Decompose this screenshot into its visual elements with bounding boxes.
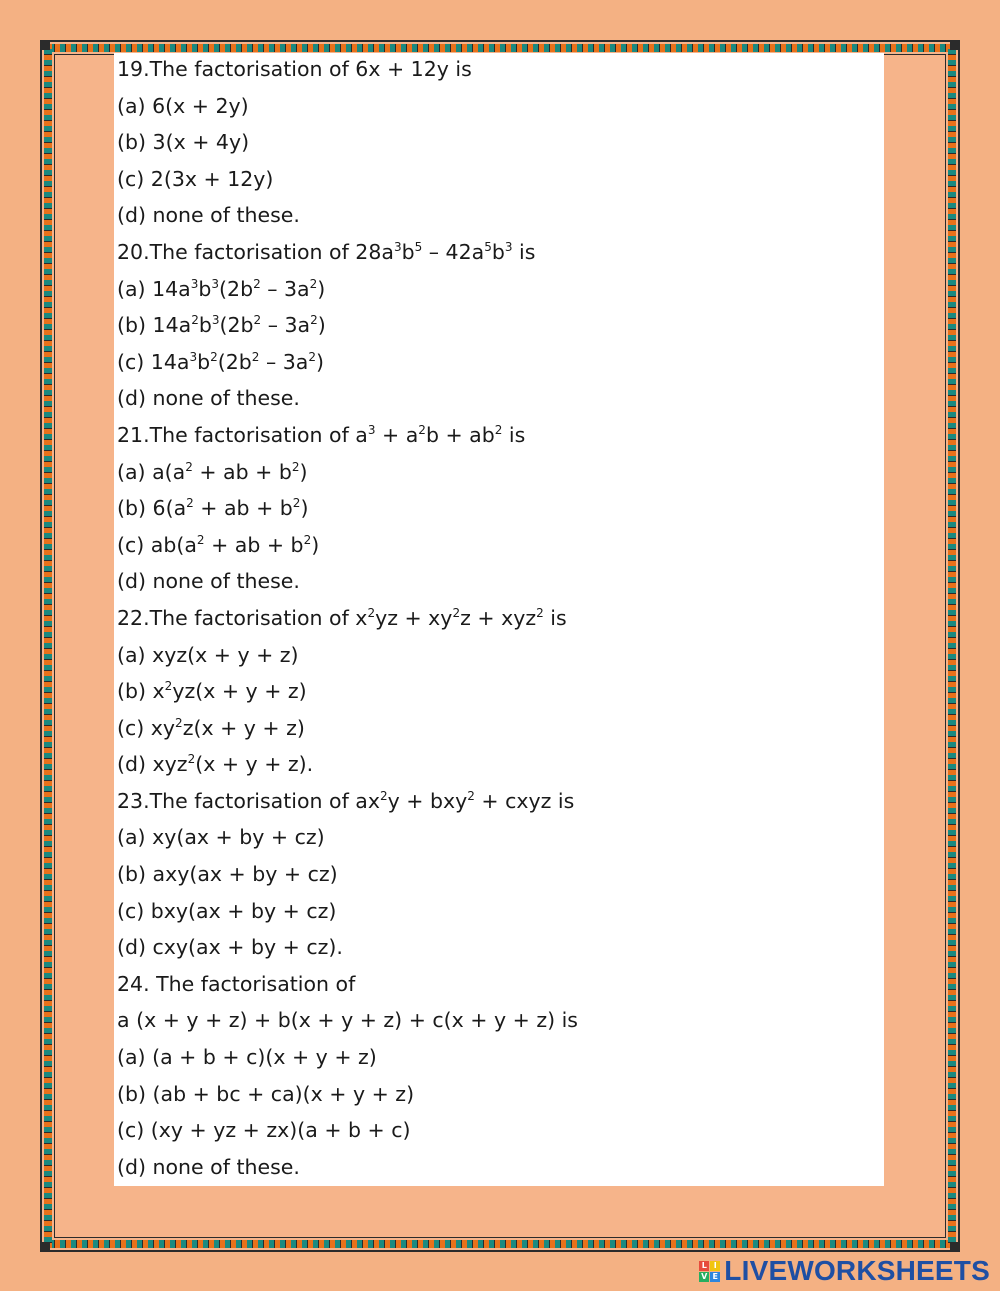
worksheet-line: (d) cxy(ax + by + cz). [117,935,343,960]
border-corner [950,40,960,50]
border-stripe-bottom [44,1240,956,1248]
superscript: 2 [187,752,196,767]
superscript: 3 [367,422,376,437]
superscript: 2 [309,276,318,291]
superscript: 3 [190,276,199,291]
question-list [117,51,877,1185]
superscript: 2 [418,422,426,437]
worksheet-line: 19.The factorisation of 6x + 12y is [117,57,472,81]
superscript: 2 [253,276,261,291]
superscript: 3 [211,276,220,291]
border-stripe-right [948,44,956,1248]
worksheet-line: (d) xyz$^2$(x + y + z). [117,752,314,777]
logo-letter-tile: I [710,1261,720,1271]
worksheet-line: 21.The factorisation of $a^3 + a^2b + ab^2$ is [117,422,526,447]
superscript: 2 [292,496,301,511]
logo-letter-tile: L [699,1261,709,1271]
worksheet-line: 23.The factorisation of $ax^2y + bxy^2$ + cxyz is [117,788,575,813]
worksheet-line: (a) xyz(x + y + z) [117,642,299,667]
worksheet-line: (d) none of these. [117,1154,300,1179]
worksheet-line: (c) $xy^2z(x + y + z)$ [117,715,305,740]
border-corner [40,1242,50,1252]
superscript: 2 [185,459,193,474]
worksheet-line: (c) 2(3x + 12y) [117,166,274,191]
superscript: 3 [504,239,513,254]
superscript: 3 [393,239,402,254]
border-corner [40,40,50,50]
worksheet-line: (b) (ab + bc + ca)(x + y + z) [117,1081,415,1106]
worksheet-line: (b) $14a^2b^3(2b^2 - 3a^2)$ [117,313,326,338]
superscript: 2 [253,313,262,328]
worksheet-line: (d) none of these. [117,569,300,594]
worksheet-line: (c) $14a^3b^2(2b^2 - 3a^2)$ [117,349,324,374]
worksheet-line: 22.The factorisation of $x^2yz + xy^2z + xyz^2$ is [117,605,567,630]
liveworksheets-logo-icon [699,1261,720,1282]
superscript: 2 [452,605,461,620]
superscript: 3 [189,349,198,364]
border-corner [950,1242,960,1252]
worksheet-line: (a) xy(ax + by + cz) [117,825,325,850]
worksheet-line: (a) $14a^3b^3(2b^2 - 3a^2)$ [117,276,326,301]
superscript: 2 [210,349,218,364]
worksheet-line: (d) none of these. [117,203,300,228]
border-stripe-left [44,44,52,1248]
superscript: 2 [308,349,316,364]
worksheet-line: (c) $ab(a^2$ + ab + $b^2$) [117,532,320,557]
worksheet-line: (c) bxy(ax + by + cz) [117,898,337,923]
brand-name: LIVEWORKSHEETS [724,1255,990,1286]
superscript: 2 [291,459,300,474]
worksheet-line: 20.The factorisation of $28a^3b^5 - 42a^5b^3$ is [117,239,536,264]
superscript: 2 [303,532,312,547]
superscript: 2 [191,313,199,328]
liveworksheets-logo [699,1253,990,1289]
superscript: 2 [186,496,194,511]
logo-letter-tile: E [710,1272,720,1282]
superscript: 2 [175,715,183,730]
worksheet-line: (c) (xy + yz + zx)(a + b + c) [117,1118,411,1143]
superscript: 3 [211,313,220,328]
worksheet-line: (b) $x^2yz(x + y + z)$ [117,679,307,704]
superscript: 2 [251,349,260,364]
worksheet-line: (b) axy(ax + by + cz) [117,862,338,887]
superscript: 2 [367,605,376,620]
superscript: 2 [494,422,503,437]
worksheet-line: a (x + y + z) + b(x + y + z) + c(x + y + z) is [117,1008,578,1033]
superscript: 5 [484,239,492,254]
worksheet-line: (b) 3(x + 4y) [117,130,250,155]
superscript: 2 [380,788,388,803]
worksheet-line: (a) 6(x + 2y) [117,93,249,118]
logo-letter-tile: V [701,1271,708,1281]
worksheet-line: (a) (a + b + c)(x + y + z) [117,1045,377,1070]
worksheet-line: 24. The factorisation of [117,971,356,996]
worksheet-line: (d) none of these. [117,386,300,411]
superscript: 2 [196,532,205,547]
superscript: 2 [467,788,475,803]
superscript: 2 [164,679,173,694]
superscript: 2 [536,605,544,620]
superscript: 2 [310,313,318,328]
worksheet-line: (b) $6(a^2$ + ab + $b^2$) [117,496,309,521]
worksheet-line: (a) $a(a^2$ + ab + $b^2$) [117,459,308,484]
superscript: 5 [414,239,423,254]
